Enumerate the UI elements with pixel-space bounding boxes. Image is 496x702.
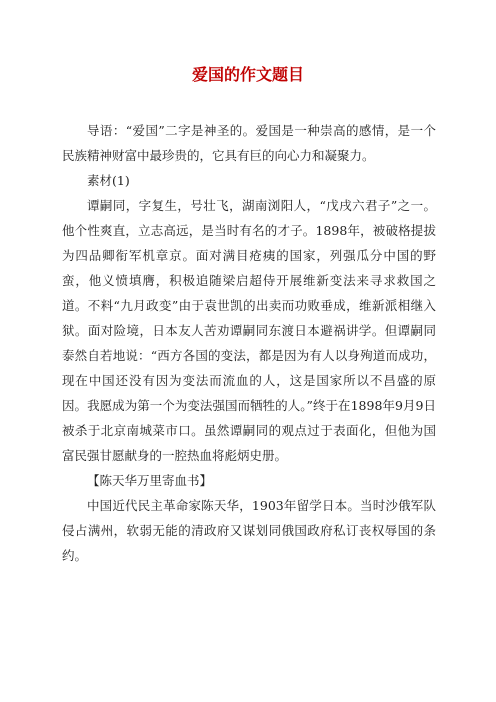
document-title: 爱国的作文题目 [191, 65, 304, 84]
chen-tianhua-paragraph: 中国近代民主革命家陈天华，1903年留学日本。当时沙俄军队侵占满州，软弱无能的清政府又谋划同俄国政府私订丧权辱国的条约。 [62, 498, 436, 563]
tan-sitong-paragraph: 谭嗣同，字复生，号壮飞，湖南浏阳人，“戊戌六君子”之一。他个性爽直，立志高远，是当时有名的才子。1898年，被破格提拔为四品卿衔军机章京。面对满目疮痍的国家，列强瓜分中国的野蛮，他义愤填膺，积极追随梁启超侍开展维新变法来寻求救国之道。不料“九月政变”由于袁世凯的出卖而功败垂成，维新派相继入狱。面对险境，日本友人苦劝谭嗣同东渡日本避祸讲学。但谭嗣同泰然自若地说：“西方各国的变法，都是因为有人以身殉道而成功，现在中国还没有因为变法而流血的人，这是国家所以不昌盛的原因。我愿成为第一个为变法强国而牺牲的人。”终于在1898年9月9日被杀于北京南城菜市口。虽然谭嗣同的观点过于表面化，但他为国富民强甘愿献身的一腔热血将彪炳史册。 [62, 198, 436, 463]
material-heading: 素材(1) [87, 173, 130, 188]
intro-paragraph: 导语：“爱国”二字是神圣的。爱国是一种崇高的感情，是一个民族精神财富中最珍贵的，它具有巨的向心力和凝聚力。 [62, 123, 436, 163]
document-body [62, 118, 436, 568]
chen-tianhua-heading: 【陈天华万里寄血书】 [87, 473, 213, 488]
